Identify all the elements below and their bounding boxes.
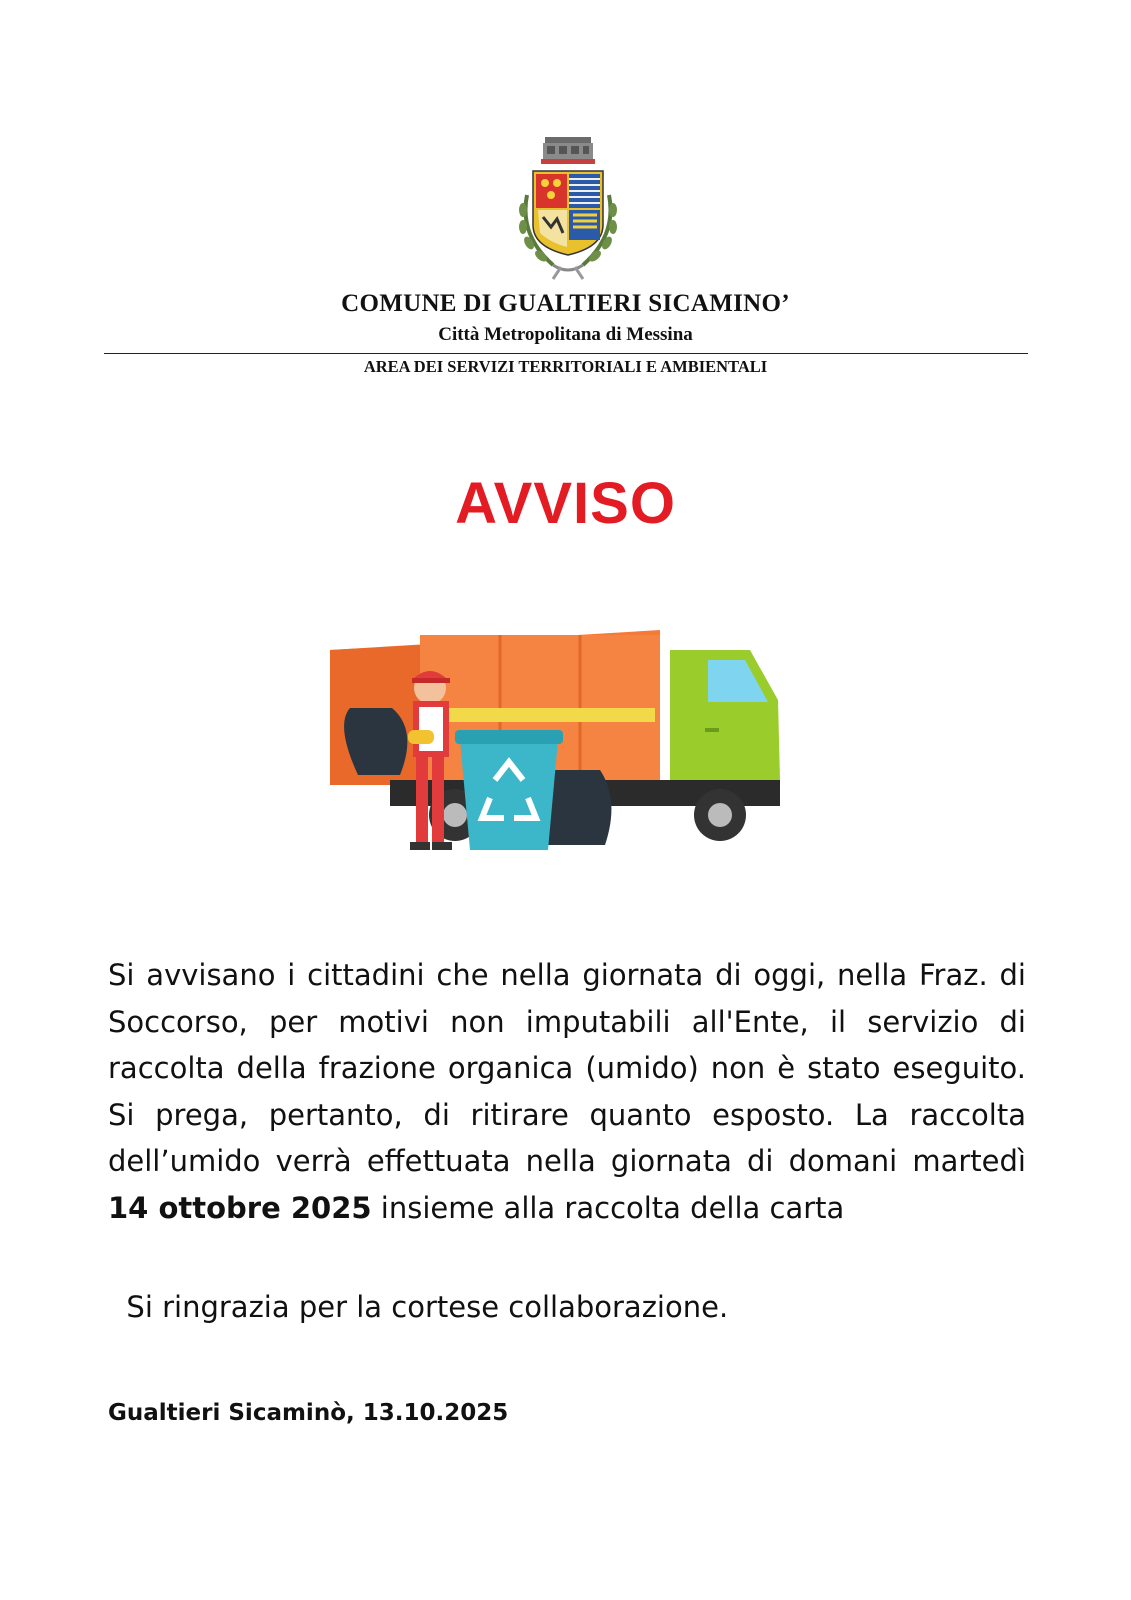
- notice-date: 14 ottobre 2025: [108, 1190, 372, 1225]
- garbage-truck-illustration: [330, 630, 800, 870]
- notice-body: [108, 952, 1026, 1231]
- municipality-title: COMUNE DI GUALTIERI SICAMINO’: [341, 290, 790, 317]
- municipality-subtitle: Città Metropolitana di Messina: [438, 324, 693, 345]
- notice-body-part1: Si avvisano i cittadini che nella giornata di oggi, nella Fraz. di Soccorso, per motivi non imputabili all'Ente, il servizio di raccolta della frazione organica (umido) non è stato eseguito. Si prega, pertanto, di ritirare quanto esposto. La raccolta dell’umido verrà effettuata nella giornata di domani martedì: [108, 958, 1026, 1178]
- header-divider: [104, 353, 1028, 354]
- coat-of-arms-icon: [513, 135, 623, 285]
- notice-body-part2: insieme alla raccolta della carta: [380, 1190, 845, 1225]
- thanks-line: Si ringrazia per la cortese collaborazione.: [108, 1290, 729, 1324]
- department-name: AREA DEI SERVIZI TERRITORIALI E AMBIENTALI: [363, 357, 768, 376]
- place-date-signature: Gualtieri Sicaminò, 13.10.2025: [108, 1400, 509, 1426]
- notice-title: AVVISO: [455, 471, 676, 536]
